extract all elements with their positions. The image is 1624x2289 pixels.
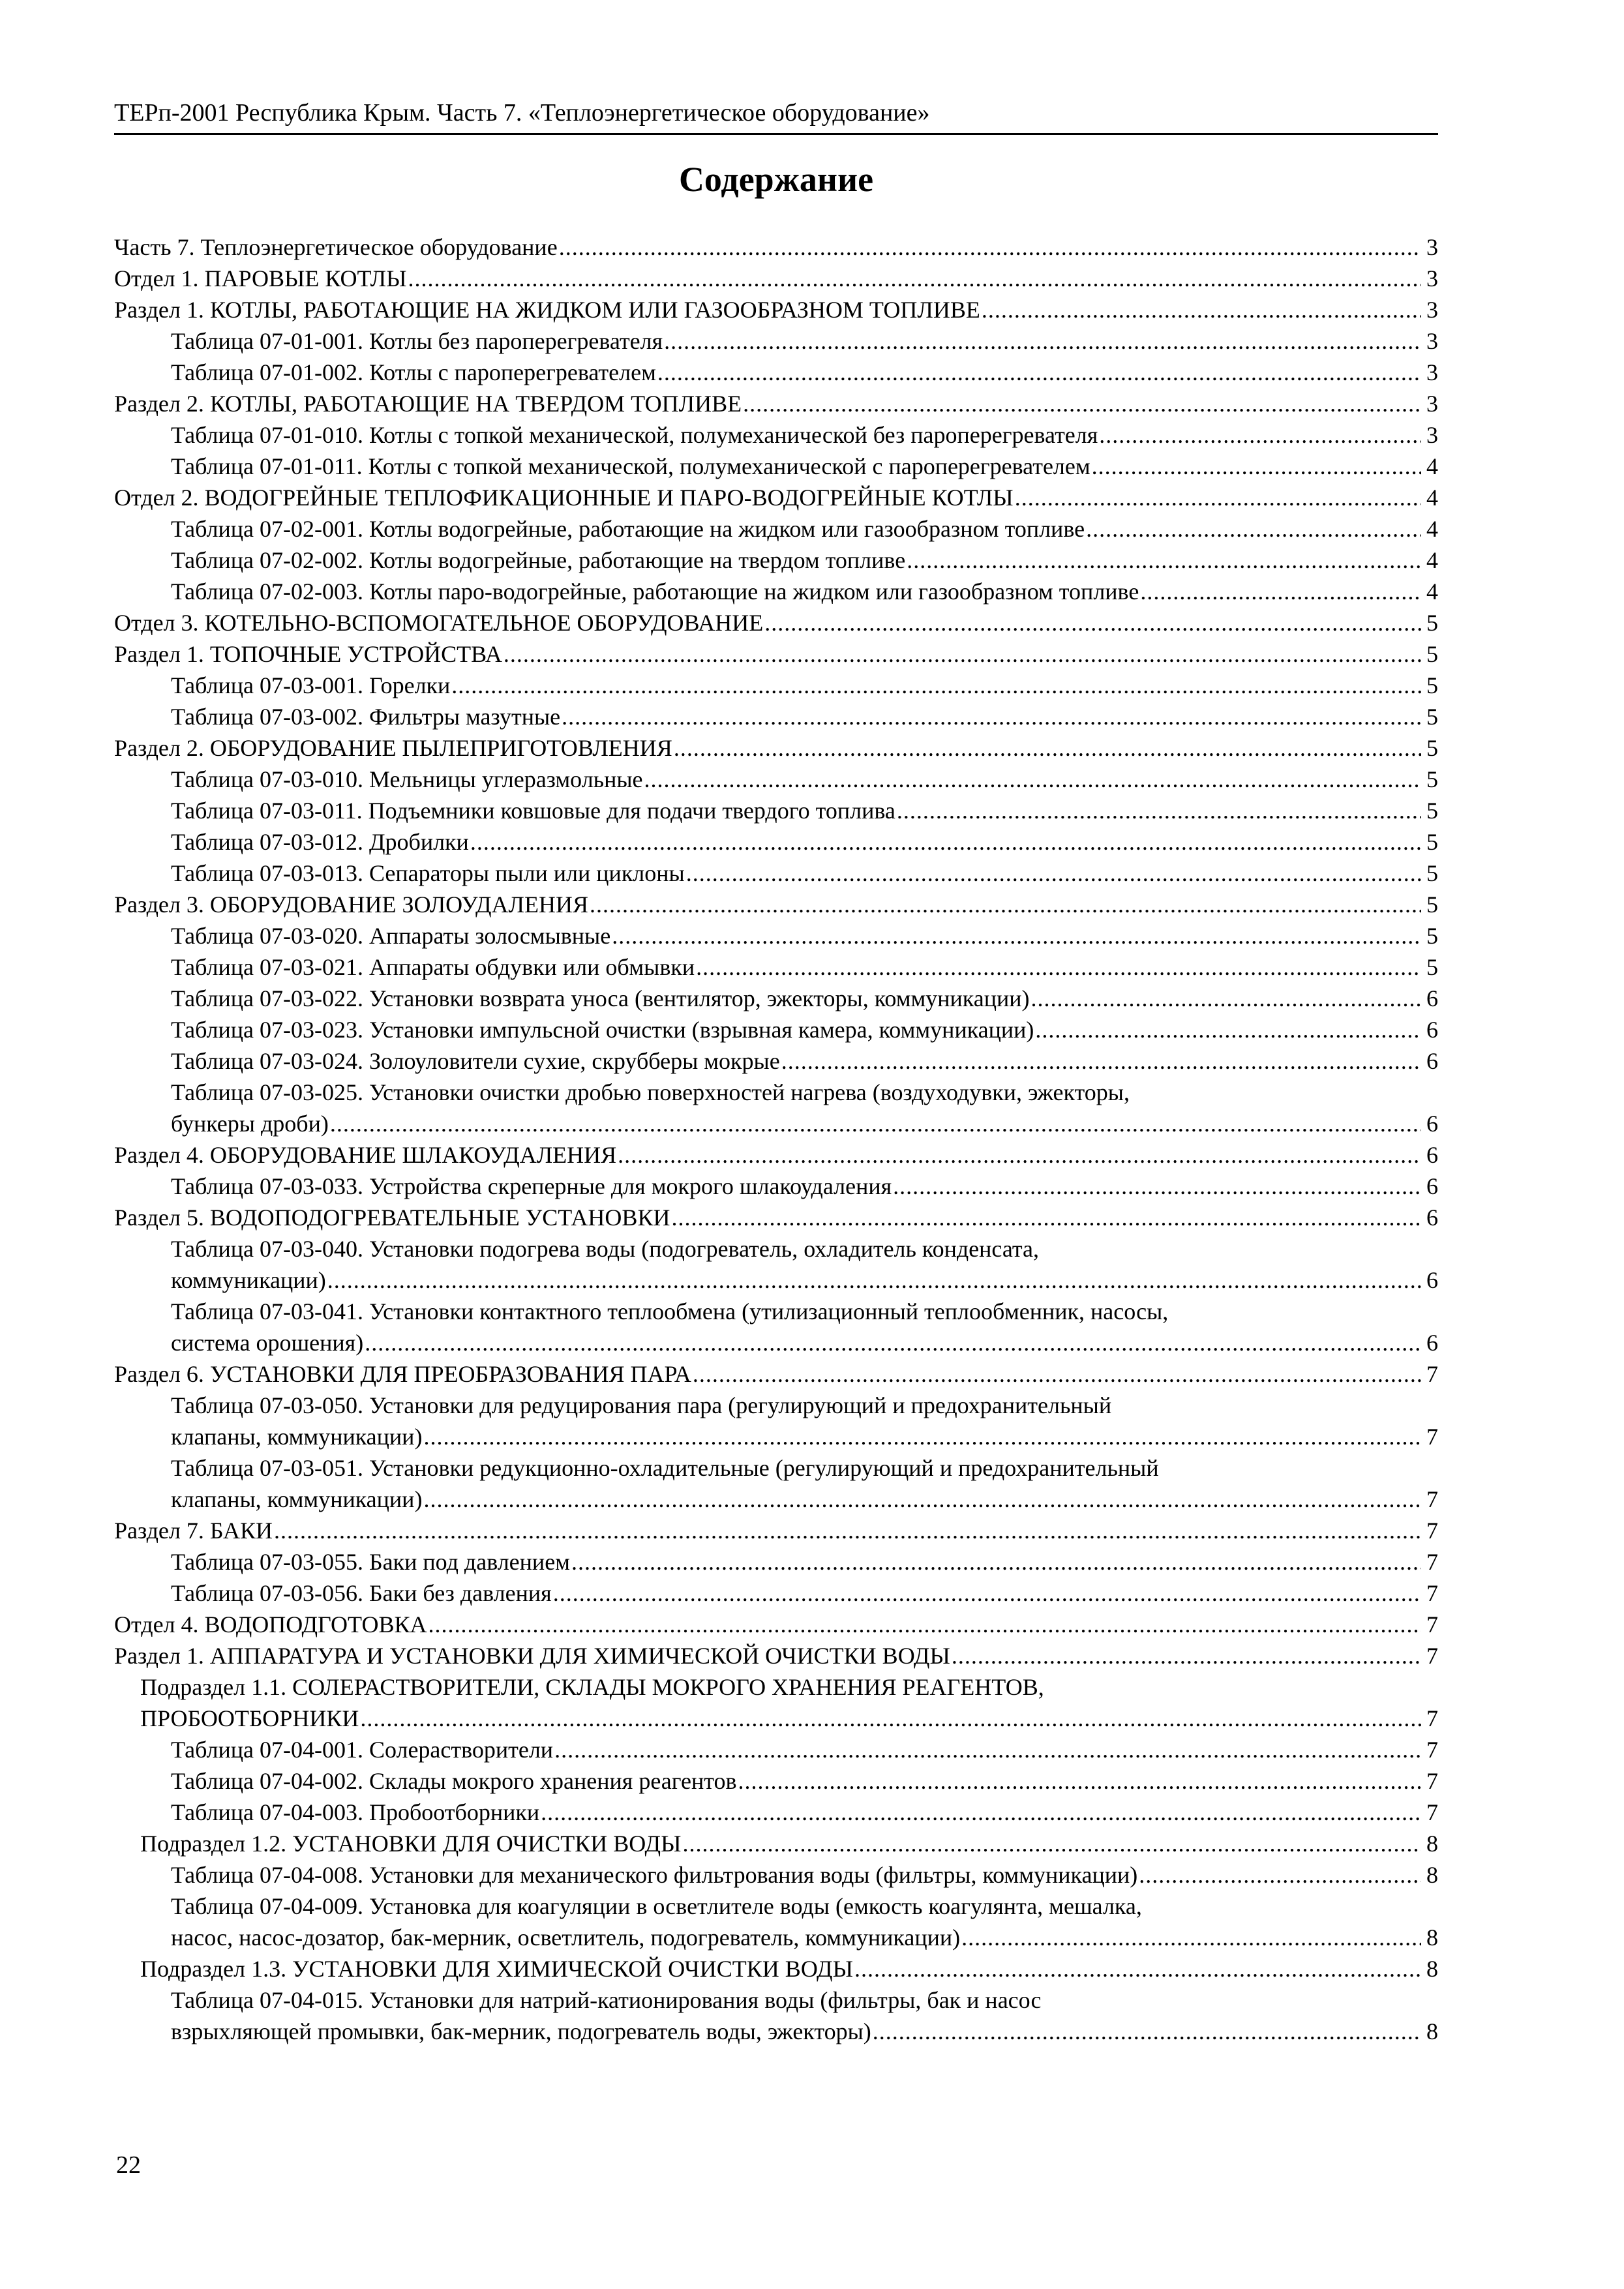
- toc-table-entry[interactable]: [114, 1390, 1438, 1452]
- toc-table-entry[interactable]: [114, 1765, 1438, 1797]
- table-of-contents: [114, 232, 1438, 2047]
- toc-section-entry[interactable]: [114, 1640, 1438, 1671]
- toc-page-number: 5: [1426, 641, 1438, 667]
- toc-entry-text: клапаны, коммуникации): [171, 1486, 423, 1512]
- toc-table-entry[interactable]: [114, 670, 1438, 701]
- dot-leader: [764, 607, 1421, 638]
- dot-leader: [360, 1703, 1421, 1734]
- toc-section-entry[interactable]: [114, 1609, 1438, 1640]
- toc-entry-text: Раздел 1. КОТЛЫ, РАБОТАЮЩИЕ НА ЖИДКОМ ИЛИ ГАЗООБРАЗНОМ ТОПЛИВЕ: [114, 297, 980, 323]
- dot-leader: [571, 1546, 1421, 1578]
- toc-entry-text: Раздел 4. ОБОРУДОВАНИЕ ШЛАКОУДАЛЕНИЯ: [114, 1142, 617, 1168]
- toc-page-number: 3: [1426, 297, 1438, 323]
- dot-leader: [738, 1765, 1421, 1797]
- dot-leader: [365, 1327, 1421, 1358]
- toc-page-number: 3: [1426, 234, 1438, 260]
- page-title: Содержание: [678, 160, 874, 199]
- toc-page-number: 5: [1426, 798, 1438, 824]
- toc-page-number: 4: [1426, 453, 1438, 479]
- toc-section-entry[interactable]: [114, 232, 1438, 263]
- dot-leader: [541, 1797, 1421, 1828]
- toc-entry-text: Таблица 07-03-041. Установки контактного теплообмена (утилизационный теплообменник, насосы,: [171, 1298, 1169, 1324]
- toc-table-entry[interactable]: [114, 1859, 1438, 1891]
- toc-section-entry[interactable]: [114, 294, 1438, 325]
- toc-entry-text: Таблица 07-01-001. Котлы без пароперегревателя: [171, 328, 663, 354]
- dot-leader: [618, 1139, 1421, 1171]
- toc-entry-text: Раздел 2. ОБОРУДОВАНИЕ ПЫЛЕПРИГОТОВЛЕНИЯ: [114, 735, 672, 761]
- toc-entry-text: бункеры дроби): [171, 1111, 329, 1137]
- dot-leader: [559, 232, 1421, 263]
- toc-page-number: 7: [1426, 1486, 1438, 1512]
- toc-entry-text: коммуникации): [171, 1267, 326, 1293]
- toc-entry-text: Таблица 07-03-010. Мельницы углеразмольные: [171, 766, 643, 792]
- toc-page-number: 4: [1426, 578, 1438, 605]
- dot-leader: [781, 1045, 1421, 1077]
- toc-entry-text: Таблица 07-02-003. Котлы паро-водогрейные, работающие на жидком или газообразном топливе: [171, 578, 1139, 605]
- toc-page-number: 5: [1426, 954, 1438, 980]
- dot-leader: [1015, 482, 1421, 513]
- toc-page-number: 3: [1426, 359, 1438, 385]
- toc-entry-text: Таблица 07-03-025. Установки очистки дробью поверхностей нагрева (воздуходувки, эжекторы,: [171, 1079, 1130, 1105]
- toc-entry-text: Таблица 07-03-040. Установки подогрева воды (подогреватель, охладитель конденсата,: [171, 1236, 1040, 1262]
- dot-leader: [1086, 513, 1421, 545]
- toc-page-number: 5: [1426, 891, 1438, 918]
- dot-leader: [893, 1171, 1421, 1202]
- toc-page-number: 5: [1426, 860, 1438, 886]
- dot-leader: [554, 1734, 1421, 1765]
- toc-entry-text: ПРОБООТБОРНИКИ: [140, 1705, 359, 1731]
- toc-table-entry[interactable]: [114, 1734, 1438, 1765]
- toc-entry-text: Таблица 07-01-002. Котлы с пароперегревателем: [171, 359, 656, 385]
- toc-table-entry[interactable]: [114, 1014, 1438, 1045]
- toc-page-number: 3: [1426, 391, 1438, 417]
- dot-leader: [327, 1264, 1421, 1296]
- toc-entry-text: Таблица 07-04-001. Солерастворители: [171, 1737, 554, 1763]
- dot-leader: [907, 545, 1421, 576]
- dot-leader: [330, 1108, 1421, 1139]
- toc-table-entry[interactable]: [114, 1171, 1438, 1202]
- toc-page-number: 7: [1426, 1705, 1438, 1731]
- dot-leader: [854, 1953, 1421, 1984]
- toc-entry-text: Таблица 07-03-012. Дробилки: [171, 829, 469, 855]
- toc-page-number: 8: [1426, 2018, 1438, 2044]
- toc-table-entry[interactable]: [114, 1233, 1438, 1296]
- dot-leader: [612, 920, 1421, 951]
- toc-section-entry[interactable]: [114, 482, 1438, 513]
- dot-leader: [504, 638, 1421, 670]
- toc-section-entry[interactable]: [114, 732, 1438, 764]
- toc-page-number: 6: [1426, 1204, 1438, 1231]
- toc-table-entry[interactable]: [114, 513, 1438, 545]
- dot-leader: [423, 1484, 1421, 1515]
- toc-entry-text: Таблица 07-03-002. Фильтры мазутные: [171, 704, 561, 730]
- toc-page-number: 5: [1426, 704, 1438, 730]
- toc-entry-text: Раздел 3. ОБОРУДОВАНИЕ ЗОЛОУДАЛЕНИЯ: [114, 891, 588, 918]
- dot-leader: [1031, 983, 1421, 1014]
- toc-section-entry[interactable]: [114, 1202, 1438, 1233]
- toc-table-entry[interactable]: [114, 951, 1438, 983]
- toc-entry-text: Раздел 1. АППАРАТУРА И УСТАНОВКИ ДЛЯ ХИМИЧЕСКОЙ ОЧИСТКИ ВОДЫ: [114, 1643, 950, 1669]
- dot-leader: [408, 263, 1422, 294]
- toc-table-entry[interactable]: [114, 576, 1438, 607]
- dot-leader: [553, 1578, 1421, 1609]
- toc-entry-text: Таблица 07-04-002. Склады мокрого хранения реагентов: [171, 1768, 737, 1794]
- toc-section-entry[interactable]: [114, 889, 1438, 920]
- toc-entry-text: Таблица 07-03-021. Аппараты обдувки или обмывки: [171, 954, 695, 980]
- toc-entry-text: Подраздел 1.2. УСТАНОВКИ ДЛЯ ОЧИСТКИ ВОДЫ: [140, 1831, 682, 1857]
- dot-leader: [451, 670, 1421, 701]
- toc-page-number: 7: [1426, 1580, 1438, 1606]
- dot-leader: [470, 826, 1421, 858]
- toc-table-entry[interactable]: [114, 795, 1438, 826]
- toc-page-number: 6: [1426, 1017, 1438, 1043]
- toc-entry-text: Таблица 07-04-015. Установки для натрий-катионирования воды (фильтры, бак и насос: [171, 1987, 1042, 2013]
- toc-table-entry[interactable]: [114, 325, 1438, 357]
- toc-page-number: 7: [1426, 1611, 1438, 1638]
- dot-leader: [961, 1922, 1421, 1953]
- toc-entry-text: Таблица 07-01-010. Котлы с топкой механической, полумеханической без пароперегревателя: [171, 422, 1098, 448]
- toc-table-entry[interactable]: [114, 357, 1438, 388]
- toc-subsection-entry[interactable]: [114, 1671, 1438, 1734]
- toc-entry-text: Отдел 1. ПАРОВЫЕ КОТЛЫ: [114, 265, 407, 292]
- toc-table-entry[interactable]: [114, 419, 1438, 451]
- dot-leader: [897, 795, 1421, 826]
- toc-entry-text: Таблица 07-03-051. Установки редукционно-охладительные (регулирующий и предохранительный: [171, 1455, 1159, 1481]
- dot-leader: [743, 388, 1421, 419]
- toc-table-entry[interactable]: [114, 1296, 1438, 1358]
- toc-page-number: 6: [1426, 1142, 1438, 1168]
- toc-table-entry[interactable]: [114, 1578, 1438, 1609]
- running-header: ТЕРп-2001 Республика Крым. Часть 7. «Теплоэнергетическое оборудование»: [114, 93, 1438, 135]
- dot-leader: [952, 1640, 1421, 1671]
- dot-leader: [644, 764, 1421, 795]
- toc-entry-text: Таблица 07-04-003. Пробоотборники: [171, 1799, 540, 1825]
- dot-leader: [664, 325, 1421, 357]
- toc-page-number: 6: [1426, 1111, 1438, 1137]
- dot-leader: [423, 1421, 1421, 1452]
- toc-subsection-entry[interactable]: [114, 1953, 1438, 1984]
- dot-leader: [590, 889, 1421, 920]
- toc-page-number: 7: [1426, 1518, 1438, 1544]
- toc-page-number: 7: [1426, 1799, 1438, 1825]
- toc-entry-text: Таблица 07-03-001. Горелки: [171, 672, 451, 698]
- toc-page-number: 8: [1426, 1862, 1438, 1888]
- toc-page-number: 7: [1426, 1768, 1438, 1794]
- dot-leader: [696, 951, 1421, 983]
- dot-leader: [429, 1609, 1422, 1640]
- toc-entry-text: Таблица 07-03-033. Устройства скреперные для мокрого шлакоудаления: [171, 1173, 892, 1199]
- dot-leader: [671, 1202, 1421, 1233]
- toc-entry-text: Таблица 07-03-020. Аппараты золосмывные: [171, 923, 611, 949]
- toc-entry-text: Таблица 07-02-001. Котлы водогрейные, работающие на жидком или газообразном топливе: [171, 516, 1085, 542]
- toc-entry-text: Часть 7. Теплоэнергетическое оборудование: [114, 234, 558, 260]
- toc-entry-text: Таблица 07-01-011. Котлы с топкой механической, полумеханической с пароперегревателем: [171, 453, 1090, 479]
- dot-leader: [1099, 419, 1421, 451]
- toc-entry-text: система орошения): [171, 1330, 364, 1356]
- toc-entry-text: Раздел 5. ВОДОПОДОГРЕВАТЕЛЬНЫЕ УСТАНОВКИ: [114, 1204, 670, 1231]
- toc-page-number: 7: [1426, 1361, 1438, 1387]
- toc-entry-text: Раздел 2. КОТЛЫ, РАБОТАЮЩИЕ НА ТВЕРДОМ ТОПЛИВЕ: [114, 391, 742, 417]
- toc-table-entry[interactable]: [114, 451, 1438, 482]
- toc-entry-text: Раздел 1. ТОПОЧНЫЕ УСТРОЙСТВА: [114, 641, 502, 667]
- toc-table-entry[interactable]: [114, 826, 1438, 858]
- dot-leader: [693, 1358, 1421, 1390]
- dot-leader: [1035, 1014, 1421, 1045]
- toc-page-number: 3: [1426, 265, 1438, 292]
- toc-page-number: 5: [1426, 829, 1438, 855]
- toc-entry-text: Таблица 07-03-013. Сепараторы пыли или циклоны: [171, 860, 685, 886]
- toc-entry-text: Таблица 07-03-055. Баки под давлением: [171, 1549, 570, 1575]
- toc-table-entry[interactable]: [114, 1797, 1438, 1828]
- toc-entry-text: Отдел 2. ВОДОГРЕЙНЫЕ ТЕПЛОФИКАЦИОННЫЕ И ПАРО-ВОДОГРЕЙНЫЕ КОТЛЫ: [114, 485, 1014, 511]
- toc-entry-text: Отдел 3. КОТЕЛЬНО-ВСПОМОГАТЕЛЬНОЕ ОБОРУДОВАНИЕ: [114, 610, 764, 636]
- toc-table-entry[interactable]: [114, 1546, 1438, 1578]
- toc-table-entry[interactable]: [114, 858, 1438, 889]
- toc-page-number: 6: [1426, 1330, 1438, 1356]
- toc-table-entry[interactable]: [114, 1452, 1438, 1515]
- toc-page-number: 6: [1426, 1173, 1438, 1199]
- toc-entry-text: Таблица 07-02-002. Котлы водогрейные, работающие на твердом топливе: [171, 547, 906, 573]
- toc-page-number: 3: [1426, 422, 1438, 448]
- dot-leader: [674, 732, 1421, 764]
- toc-entry-text: насос, насос-дозатор, бак-мерник, осветлитель, подогреватель, коммуникации): [171, 1924, 961, 1951]
- toc-section-entry[interactable]: [114, 1515, 1438, 1546]
- dot-leader: [873, 2016, 1421, 2047]
- toc-section-entry[interactable]: [114, 1139, 1438, 1171]
- toc-entry-text: Таблица 07-03-050. Установки для редуцирования пара (регулирующий и предохранительный: [171, 1392, 1112, 1418]
- toc-page-number: 5: [1426, 735, 1438, 761]
- toc-entry-text: Раздел 6. УСТАНОВКИ ДЛЯ ПРЕОБРАЗОВАНИЯ ПАРА: [114, 1361, 691, 1387]
- toc-subsection-entry[interactable]: [114, 1828, 1438, 1859]
- toc-page-number: 6: [1426, 1048, 1438, 1074]
- toc-entry-text: Таблица 07-04-009. Установка для коагуляции в осветлителе воды (емкость коагулянта, мешалка,: [171, 1893, 1142, 1919]
- toc-section-entry[interactable]: [114, 607, 1438, 638]
- toc-section-entry[interactable]: [114, 638, 1438, 670]
- toc-page-number: 8: [1426, 1924, 1438, 1951]
- toc-table-entry[interactable]: [114, 1891, 1438, 1953]
- toc-table-entry[interactable]: [114, 764, 1438, 795]
- toc-page-number: 8: [1426, 1956, 1438, 1982]
- toc-entry-text: Подраздел 1.3. УСТАНОВКИ ДЛЯ ХИМИЧЕСКОЙ ОЧИСТКИ ВОДЫ: [140, 1956, 853, 1982]
- dot-leader: [686, 858, 1421, 889]
- toc-entry-text: Таблица 07-03-023. Установки импульсной очистки (взрывная камера, коммуникации): [171, 1017, 1034, 1043]
- toc-page-number: 3: [1426, 328, 1438, 354]
- toc-section-entry[interactable]: [114, 263, 1438, 294]
- dot-leader: [657, 357, 1421, 388]
- toc-page-number: 5: [1426, 610, 1438, 636]
- page-number: 22: [116, 2151, 141, 2179]
- toc-page-number: 7: [1426, 1737, 1438, 1763]
- toc-page-number: 4: [1426, 516, 1438, 542]
- toc-entry-text: Таблица 07-03-056. Баки без давления: [171, 1580, 552, 1606]
- dot-leader: [1092, 451, 1421, 482]
- toc-page-number: 7: [1426, 1643, 1438, 1669]
- toc-page-number: 5: [1426, 766, 1438, 792]
- toc-section-entry[interactable]: [114, 1358, 1438, 1390]
- toc-table-entry[interactable]: [114, 1077, 1438, 1139]
- toc-entry-text: Отдел 4. ВОДОПОДГОТОВКА: [114, 1611, 427, 1638]
- toc-entry-text: взрыхляющей промывки, бак-мерник, подогреватель воды, эжекторы): [171, 2018, 871, 2044]
- toc-table-entry[interactable]: [114, 983, 1438, 1014]
- toc-page-number: 6: [1426, 985, 1438, 1011]
- toc-table-entry[interactable]: [114, 545, 1438, 576]
- toc-entry-text: Подраздел 1.1. СОЛЕРАСТВОРИТЕЛИ, СКЛАДЫ МОКРОГО ХРАНЕНИЯ РЕАГЕНТОВ,: [140, 1674, 1044, 1700]
- dot-leader: [1140, 576, 1421, 607]
- toc-table-entry[interactable]: [114, 1045, 1438, 1077]
- toc-page-number: 8: [1426, 1831, 1438, 1857]
- toc-entry-text: Таблица 07-03-022. Установки возврата уноса (вентилятор, эжекторы, коммуникации): [171, 985, 1030, 1011]
- toc-page-number: 7: [1426, 1424, 1438, 1450]
- toc-page-number: 4: [1426, 547, 1438, 573]
- dot-leader: [274, 1515, 1421, 1546]
- toc-page-number: 5: [1426, 923, 1438, 949]
- toc-table-entry[interactable]: [114, 701, 1438, 732]
- toc-section-entry[interactable]: [114, 388, 1438, 419]
- dot-leader: [562, 701, 1421, 732]
- toc-entry-text: Таблица 07-03-011. Подъемники ковшовые для подачи твердого топлива: [171, 798, 895, 824]
- toc-table-entry[interactable]: [114, 1984, 1438, 2047]
- toc-page-number: 5: [1426, 672, 1438, 698]
- toc-entry-text: Таблица 07-03-024. Золоуловители сухие, скрубберы мокрые: [171, 1048, 780, 1074]
- toc-page-number: 4: [1426, 485, 1438, 511]
- dot-leader: [682, 1828, 1421, 1859]
- toc-entry-text: клапаны, коммуникации): [171, 1424, 423, 1450]
- toc-table-entry[interactable]: [114, 920, 1438, 951]
- toc-entry-text: Раздел 7. БАКИ: [114, 1518, 273, 1544]
- toc-page-number: 6: [1426, 1267, 1438, 1293]
- dot-leader: [982, 294, 1421, 325]
- toc-entry-text: Таблица 07-04-008. Установки для механического фильтрования воды (фильтры, коммуникации): [171, 1862, 1138, 1888]
- dot-leader: [1139, 1859, 1421, 1891]
- toc-page-number: 7: [1426, 1549, 1438, 1575]
